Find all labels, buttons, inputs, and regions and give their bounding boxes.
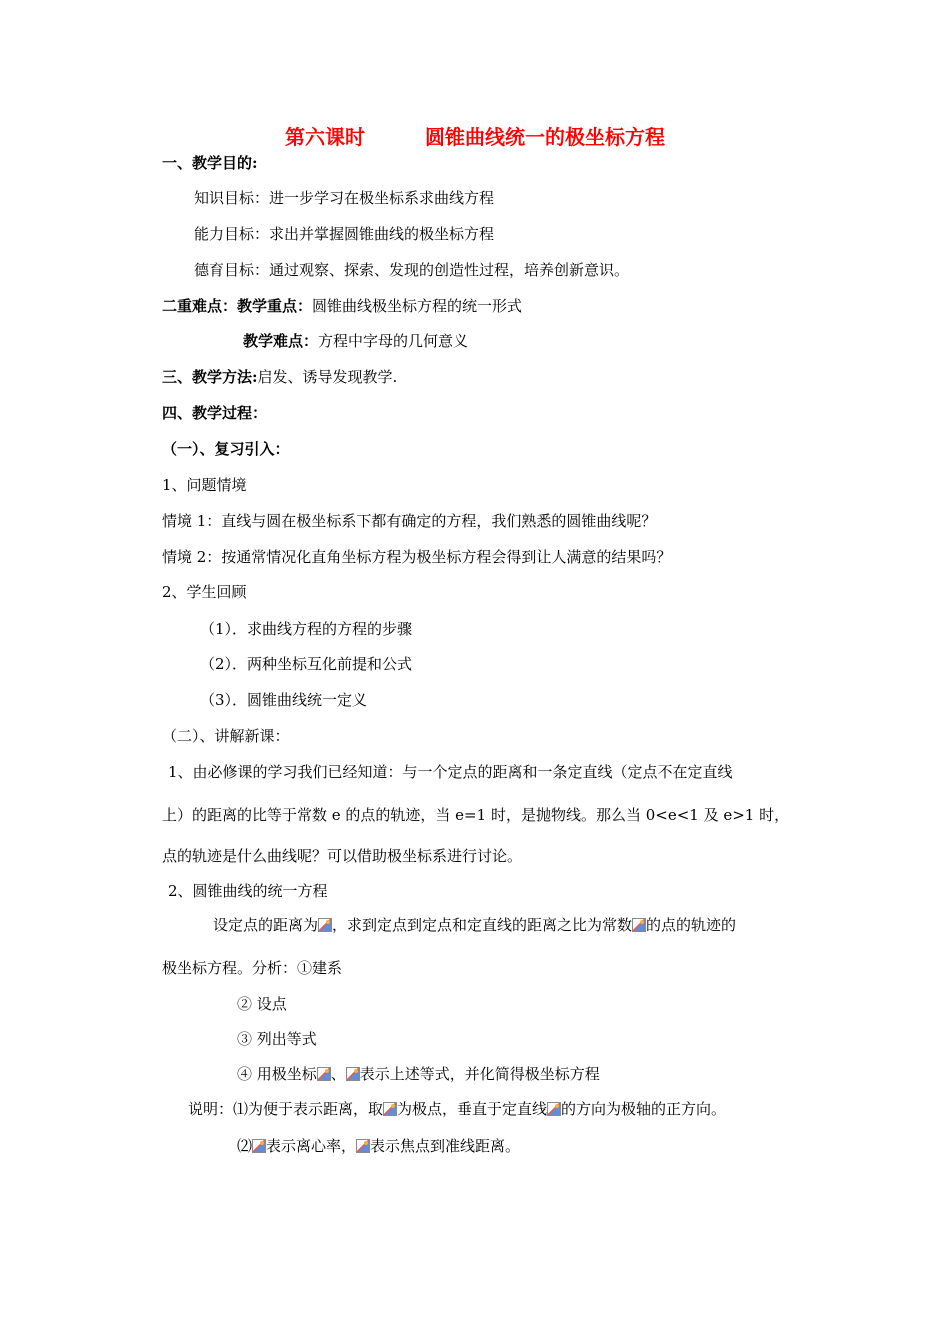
student-review-heading: 2、学生回顾 [162,583,247,601]
analysis-step-1: 极坐标方程。分析：①建系 [162,959,343,977]
review-item-2: （2）．两种坐标互化前提和公式 [200,655,413,673]
title-lesson-number: 第六课时 [285,125,365,149]
note-2 [237,1136,520,1156]
formula-image-icon [383,1102,397,1116]
setup-text-2: ，求到定点到定点和定直线的距离之比为常数 [332,916,633,934]
difficulty-text: 方程中字母的几何意义 [318,332,469,350]
lesson-title [0,124,950,150]
unified-equation-heading: 2、圆锥曲线的统一方程 [168,882,328,900]
setup-text-1: 设定点的距离为 [213,916,319,934]
section-3-text: 启发、诱导发现教学. [257,368,398,386]
formula-image-icon [317,1067,331,1081]
part-2-heading: （二）、讲解新课： [162,727,290,745]
setup-line [213,915,736,935]
note-1-text-1: 说明：⑴为便于表示距离，取 [188,1100,384,1118]
situation-2: 情境 2：按通常情况化直角坐标方程为极坐标方程会得到让人满意的结果吗？ [162,548,672,566]
step-4-text-1: ④ 用极坐标 [237,1065,317,1083]
review-item-3: （3）．圆锥曲线统一定义 [200,691,368,709]
analysis-step-2: ② 设点 [237,995,287,1013]
new-lesson-para-line-3: 点的轨迹是什么曲线呢？可以借助极坐标系进行讨论。 [162,847,523,865]
note-1-text-2: 为极点，垂直于定直线 [397,1100,548,1118]
section-2-heading: 二重难点： [162,297,238,315]
problem-situation-heading: 1、问题情境 [162,476,247,494]
part-1-heading: （一）、复习引入： [162,440,290,458]
note-2-text-2: 表示离心率， [266,1137,357,1155]
analysis-step-3: ③ 列出等式 [237,1030,317,1048]
step-4-text-3: 表示上述等式，并化简得极坐标方程 [359,1065,600,1083]
goal-moral: 德育目标：通过观察、探索、发现的创造性过程，培养创新意识。 [194,261,630,279]
analysis-step-4 [237,1064,600,1084]
note-1-text-3: 的方向为极轴的正方向。 [561,1100,727,1118]
review-item-1: （1）．求曲线方程的方程的步骤 [200,620,413,638]
situation-1: 情境 1：直线与圆在极坐标系下都有确定的方程，我们熟悉的圆锥曲线呢？ [162,512,657,530]
formula-image-icon [547,1102,561,1116]
note-2-text-1: ⑵ [237,1137,253,1155]
title-topic: 圆锥曲线统一的极坐标方程 [425,125,665,149]
difficulty-label: 教学难点： [243,332,319,350]
note-2-text-3: 表示焦点到准线距离。 [370,1137,521,1155]
step-4-text-2: 、 [330,1065,346,1083]
formula-image-icon [318,918,332,932]
section-2-line-key [162,296,522,316]
key-point-label: 教学重点： [237,297,313,315]
new-lesson-para-line-1: 1、由必修课的学习我们已经知道：与一个定点的距离和一条定直线（定点不在定直线 [168,763,733,781]
section-4-heading: 四、教学过程： [162,404,268,422]
section-2-line-difficulty [243,331,468,351]
section-1-heading: 一、教学目的: [162,154,258,172]
goal-knowledge: 知识目标：进一步学习在极坐标系求曲线方程 [194,189,495,207]
section-3-heading: 三、教学方法: [162,368,258,386]
formula-image-icon [632,918,646,932]
setup-text-3: 的点的轨迹的 [646,916,737,934]
formula-image-icon [346,1067,360,1081]
section-3-line [162,367,397,387]
formula-image-icon [252,1139,266,1153]
note-1 [188,1099,726,1119]
new-lesson-para-line-2: 上）的距离的比等于常数 e 的点的轨迹，当 e=1 时，是抛物线。那么当 0<e<1 及 e>1 时， [162,806,790,824]
formula-image-icon [356,1139,370,1153]
goal-ability: 能力目标：求出并掌握圆锥曲线的极坐标方程 [194,225,495,243]
key-point-text: 圆锥曲线极坐标方程的统一形式 [312,297,523,315]
